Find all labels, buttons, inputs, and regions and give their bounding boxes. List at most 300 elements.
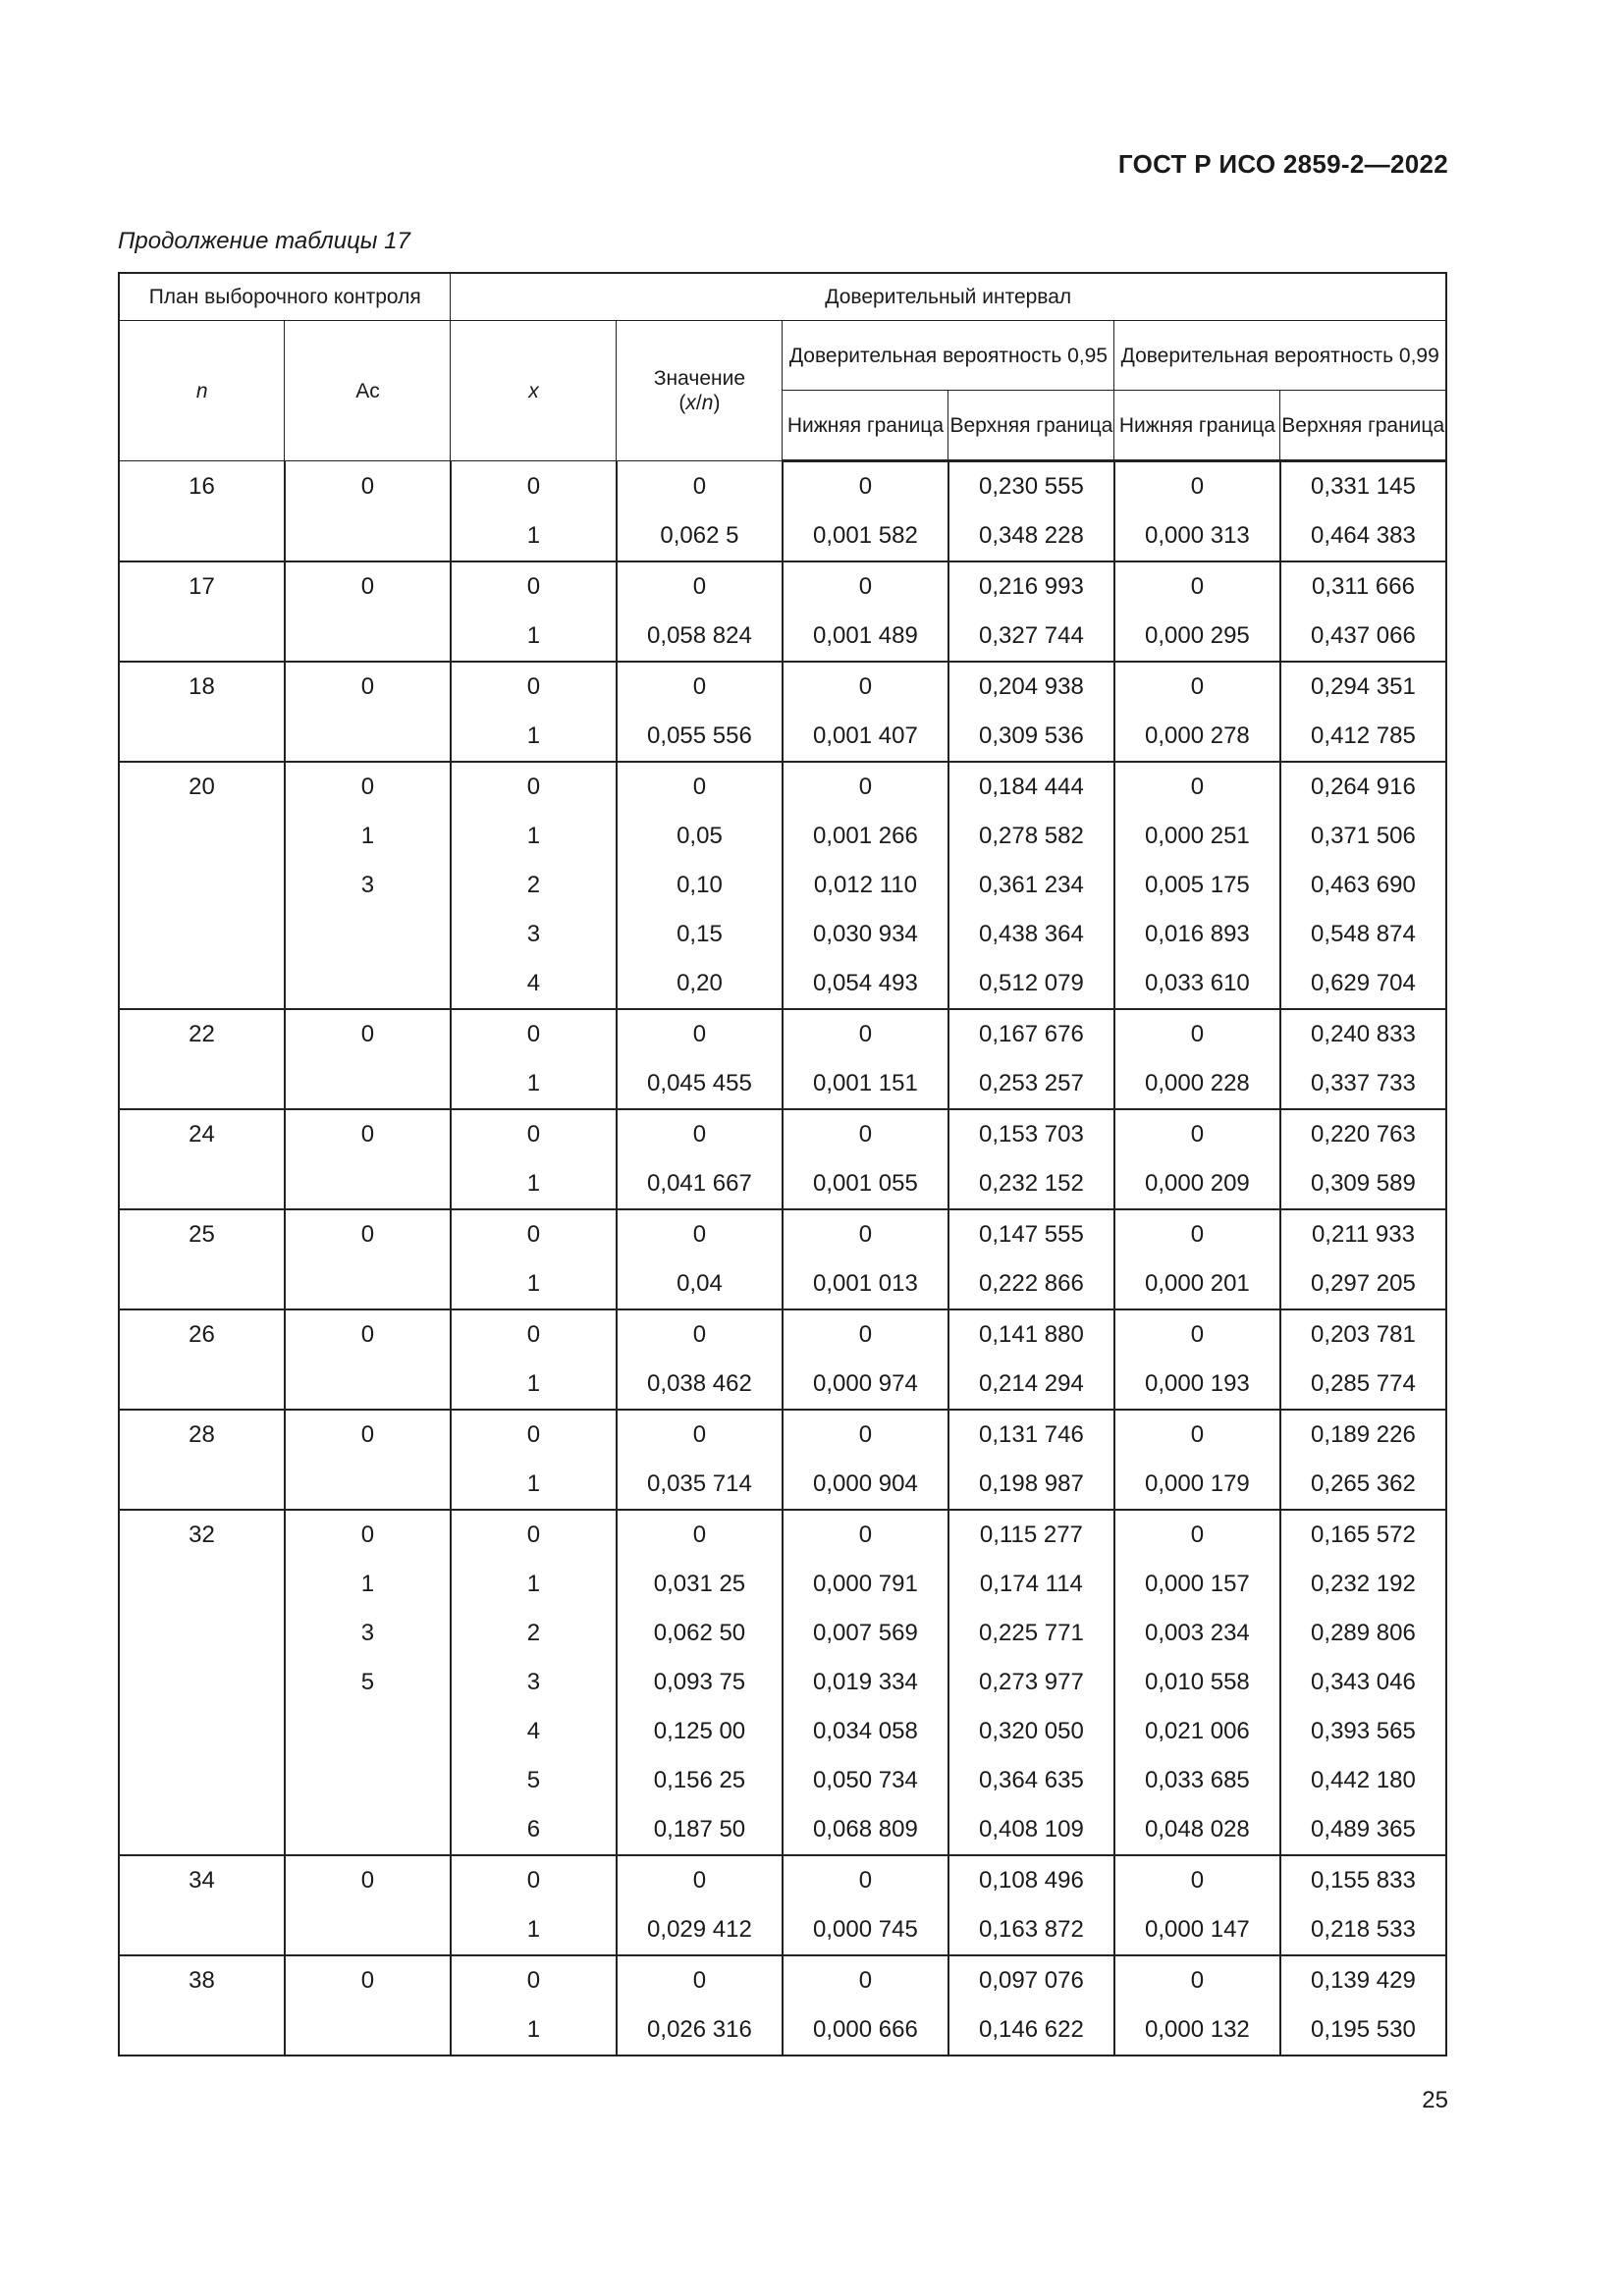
ac-cell: 3 — [285, 1609, 451, 1658]
upper-95-cell: 0,163 872 — [948, 1905, 1114, 1955]
value-cell: 0,20 — [617, 959, 783, 1009]
lower-99-cell: 0,021 006 — [1114, 1707, 1280, 1756]
upper-99-cell: 0,203 781 — [1280, 1309, 1446, 1360]
lower-99-cell: 0 — [1114, 662, 1280, 712]
ac-cell: 0 — [285, 1109, 451, 1159]
lower-99-cell: 0,016 893 — [1114, 910, 1280, 959]
n-cell — [119, 712, 285, 762]
upper-99-cell: 0,289 806 — [1280, 1609, 1446, 1658]
document-standard-header: ГОСТ Р ИСО 2859-2—2022 — [1117, 149, 1448, 179]
upper-99-cell: 0,337 733 — [1280, 1059, 1446, 1109]
table-body — [119, 461, 1446, 2056]
lower-99-cell: 0,010 558 — [1114, 1658, 1280, 1707]
n-cell — [119, 1560, 285, 1609]
upper-99-cell: 0,309 589 — [1280, 1159, 1446, 1209]
value-cell: 0 — [617, 1955, 783, 2005]
x-cell: 5 — [451, 1756, 617, 1805]
upper-95-cell: 0,097 076 — [948, 1955, 1114, 2005]
upper-99-cell: 0,629 704 — [1280, 959, 1446, 1009]
x-cell: 0 — [451, 762, 617, 812]
ac-cell — [285, 959, 451, 1009]
n-cell: 17 — [119, 561, 285, 612]
value-cell: 0,055 556 — [617, 712, 783, 762]
n-cell — [119, 511, 285, 561]
lower-99-cell: 0 — [1114, 461, 1280, 512]
value-cell: 0,038 462 — [617, 1360, 783, 1410]
ac-cell — [285, 1707, 451, 1756]
lower-95-cell: 0 — [783, 561, 948, 612]
ac-cell: 0 — [285, 1009, 451, 1059]
ac-cell: 0 — [285, 1855, 451, 1905]
value-cell: 0,045 455 — [617, 1059, 783, 1109]
x-cell: 0 — [451, 1510, 617, 1560]
value-cell: 0,04 — [617, 1259, 783, 1309]
table-row — [119, 1756, 1446, 1805]
lower-99-cell: 0 — [1114, 1410, 1280, 1460]
value-formula: (x/n) — [678, 392, 721, 414]
x-cell: 6 — [451, 1805, 617, 1855]
upper-99-cell: 0,264 916 — [1280, 762, 1446, 812]
lower-99-cell: 0,003 234 — [1114, 1609, 1280, 1658]
lower-95-cell: 0,001 266 — [783, 812, 948, 861]
n-cell: 16 — [119, 461, 285, 512]
page-number: 25 — [1422, 2087, 1448, 2113]
ac-cell — [285, 2005, 451, 2056]
upper-95-cell: 0,141 880 — [948, 1309, 1114, 1360]
n-cell: 18 — [119, 662, 285, 712]
upper-95-cell: 0,222 866 — [948, 1259, 1114, 1309]
ac-cell: 5 — [285, 1658, 451, 1707]
n-cell: 26 — [119, 1309, 285, 1360]
upper-95-cell: 0,204 938 — [948, 662, 1114, 712]
n-cell: 38 — [119, 1955, 285, 2005]
lower-99-cell: 0,000 313 — [1114, 511, 1280, 561]
upper-95-cell: 0,146 622 — [948, 2005, 1114, 2056]
value-cell: 0 — [617, 762, 783, 812]
n-cell — [119, 861, 285, 910]
x-cell: 0 — [451, 1410, 617, 1460]
upper-99-cell: 0,232 192 — [1280, 1560, 1446, 1609]
value-cell: 0 — [617, 1510, 783, 1560]
lower-99-cell: 0,000 179 — [1114, 1460, 1280, 1510]
upper-95-cell: 0,131 746 — [948, 1410, 1114, 1460]
upper-95-cell: 0,216 993 — [948, 561, 1114, 612]
table-row — [119, 511, 1446, 561]
value-cell: 0,035 714 — [617, 1460, 783, 1510]
lower-95-cell: 0,019 334 — [783, 1658, 948, 1707]
lower-95-cell: 0,000 666 — [783, 2005, 948, 2056]
table-row — [119, 1309, 1446, 1360]
upper-95-cell: 0,273 977 — [948, 1658, 1114, 1707]
table-row — [119, 812, 1446, 861]
table-row — [119, 1658, 1446, 1707]
ac-cell — [285, 1159, 451, 1209]
n-cell — [119, 1805, 285, 1855]
upper-95-cell: 0,153 703 — [948, 1109, 1114, 1159]
ac-cell — [285, 1360, 451, 1410]
x-cell: 0 — [451, 662, 617, 712]
lower-95-cell: 0 — [783, 1955, 948, 2005]
table-row — [119, 1059, 1446, 1109]
lower-99-cell: 0,005 175 — [1114, 861, 1280, 910]
x-cell: 0 — [451, 1209, 617, 1259]
table-row — [119, 1955, 1446, 2005]
table-row — [119, 561, 1446, 612]
upper-99-cell: 0,437 066 — [1280, 612, 1446, 662]
confidence-interval-table — [118, 272, 1447, 2056]
value-cell: 0,05 — [617, 812, 783, 861]
ac-cell — [285, 1259, 451, 1309]
table-row — [119, 2005, 1446, 2056]
table-row — [119, 1009, 1446, 1059]
n-cell — [119, 1159, 285, 1209]
table-row — [119, 1805, 1446, 1855]
lower-95-cell: 0,001 407 — [783, 712, 948, 762]
lower-95-cell: 0,001 151 — [783, 1059, 948, 1109]
lower-99-cell: 0 — [1114, 1855, 1280, 1905]
value-cell: 0,187 50 — [617, 1805, 783, 1855]
n-cell — [119, 1360, 285, 1410]
value-cell: 0 — [617, 1009, 783, 1059]
ac-cell — [285, 1756, 451, 1805]
n-cell — [119, 1756, 285, 1805]
lower-99-cell: 0 — [1114, 1209, 1280, 1259]
table-row — [119, 910, 1446, 959]
table-row — [119, 1159, 1446, 1209]
column-x-header: x — [451, 321, 617, 461]
ac-cell: 0 — [285, 561, 451, 612]
upper-95-cell: 0,320 050 — [948, 1707, 1114, 1756]
lower-95-cell: 0,001 582 — [783, 511, 948, 561]
lower-99-cell: 0,000 295 — [1114, 612, 1280, 662]
lower-99-cell: 0,000 251 — [1114, 812, 1280, 861]
value-cell: 0,026 316 — [617, 2005, 783, 2056]
table-row — [119, 712, 1446, 762]
lower-95-cell: 0,068 809 — [783, 1805, 948, 1855]
upper-99-cell: 0,464 383 — [1280, 511, 1446, 561]
upper-95-cell: 0,278 582 — [948, 812, 1114, 861]
upper-99-cell: 0,211 933 — [1280, 1209, 1446, 1259]
value-cell: 0 — [617, 1309, 783, 1360]
table-row — [119, 1109, 1446, 1159]
x-cell: 1 — [451, 1560, 617, 1609]
confidence-99-header: Доверительная вероятность 0,99 — [1114, 321, 1446, 391]
upper-95-cell: 0,348 228 — [948, 511, 1114, 561]
lower-99-cell: 0 — [1114, 1955, 1280, 2005]
upper-99-cell: 0,548 874 — [1280, 910, 1446, 959]
ac-cell — [285, 511, 451, 561]
table-caption: Продолжение таблицы 17 — [118, 228, 410, 254]
table-row — [119, 1209, 1446, 1259]
value-cell: 0 — [617, 1209, 783, 1259]
x-cell: 0 — [451, 561, 617, 612]
ac-cell: 1 — [285, 812, 451, 861]
lower-95-cell: 0 — [783, 762, 948, 812]
upper-99-cell: 0,220 763 — [1280, 1109, 1446, 1159]
lower-95-cell: 0,001 013 — [783, 1259, 948, 1309]
lower-99-cell: 0,000 157 — [1114, 1560, 1280, 1609]
table-row — [119, 662, 1446, 712]
n-cell — [119, 1905, 285, 1955]
upper-95-cell: 0,232 152 — [948, 1159, 1114, 1209]
lower-95-cell: 0 — [783, 1009, 948, 1059]
ac-cell — [285, 712, 451, 762]
upper-95-cell: 0,225 771 — [948, 1609, 1114, 1658]
lower-95-cell: 0 — [783, 1309, 948, 1360]
value-cell: 0,156 25 — [617, 1756, 783, 1805]
n-cell: 20 — [119, 762, 285, 812]
x-cell: 1 — [451, 2005, 617, 2056]
lower-99-cell: 0,000 278 — [1114, 712, 1280, 762]
upper-99-cell: 0,489 365 — [1280, 1805, 1446, 1855]
table-row — [119, 1855, 1446, 1905]
lower-99-cell: 0 — [1114, 1309, 1280, 1360]
x-cell: 3 — [451, 1658, 617, 1707]
table-row — [119, 612, 1446, 662]
n-cell: 25 — [119, 1209, 285, 1259]
lower-99-cell: 0,000 201 — [1114, 1259, 1280, 1309]
lower-95-cell: 0,000 974 — [783, 1360, 948, 1410]
upper-99-cell: 0,285 774 — [1280, 1360, 1446, 1410]
lower-95-cell: 0,000 745 — [783, 1905, 948, 1955]
x-cell: 1 — [451, 1259, 617, 1309]
value-cell: 0 — [617, 561, 783, 612]
lower-99-cell: 0,048 028 — [1114, 1805, 1280, 1855]
value-cell: 0,10 — [617, 861, 783, 910]
x-cell: 0 — [451, 1009, 617, 1059]
ac-cell: 0 — [285, 1410, 451, 1460]
lower-95-cell: 0 — [783, 1109, 948, 1159]
value-cell: 0 — [617, 1410, 783, 1460]
x-cell: 1 — [451, 511, 617, 561]
confidence-interval-header: Доверительный интервал — [451, 273, 1446, 321]
ac-cell: 0 — [285, 1309, 451, 1360]
n-cell: 32 — [119, 1510, 285, 1560]
upper-99-cell: 0,240 833 — [1280, 1009, 1446, 1059]
x-cell: 4 — [451, 1707, 617, 1756]
n-cell — [119, 1259, 285, 1309]
upper-95-cell: 0,364 635 — [948, 1756, 1114, 1805]
lower-95-cell: 0,034 058 — [783, 1707, 948, 1756]
ac-cell — [285, 612, 451, 662]
table-row — [119, 762, 1446, 812]
ac-cell — [285, 1805, 451, 1855]
lower-99-cell: 0,033 610 — [1114, 959, 1280, 1009]
lower-95-cell: 0,050 734 — [783, 1756, 948, 1805]
lower-95-cell: 0 — [783, 662, 948, 712]
table-row — [119, 1707, 1446, 1756]
upper-99-cell: 0,265 362 — [1280, 1460, 1446, 1510]
table-row — [119, 1560, 1446, 1609]
value-cell: 0,062 5 — [617, 511, 783, 561]
x-cell: 0 — [451, 1955, 617, 2005]
n-cell — [119, 812, 285, 861]
upper-99-cell: 0,371 506 — [1280, 812, 1446, 861]
n-cell — [119, 1658, 285, 1707]
upper-95-cell: 0,198 987 — [948, 1460, 1114, 1510]
lower-95-cell: 0 — [783, 1855, 948, 1905]
ac-cell: 1 — [285, 1560, 451, 1609]
upper-99-cell: 0,155 833 — [1280, 1855, 1446, 1905]
upper-99-cell: 0,311 666 — [1280, 561, 1446, 612]
x-cell: 1 — [451, 1360, 617, 1410]
upper-95-cell: 0,512 079 — [948, 959, 1114, 1009]
ac-cell: 0 — [285, 1955, 451, 2005]
n-cell — [119, 959, 285, 1009]
lower-99-cell: 0 — [1114, 1109, 1280, 1159]
lower-99-cell: 0,000 132 — [1114, 2005, 1280, 2056]
n-cell — [119, 1707, 285, 1756]
upper-99-cell: 0,463 690 — [1280, 861, 1446, 910]
n-cell — [119, 1609, 285, 1658]
lower-99-cell: 0,000 209 — [1114, 1159, 1280, 1209]
ac-cell: 0 — [285, 662, 451, 712]
n-cell — [119, 1059, 285, 1109]
lower-95-cell: 0 — [783, 461, 948, 512]
upper-99-cell: 0,195 530 — [1280, 2005, 1446, 2056]
n-cell — [119, 1460, 285, 1510]
x-cell: 1 — [451, 712, 617, 762]
lower-95-cell: 0,030 934 — [783, 910, 948, 959]
upper-99-cell: 0,297 205 — [1280, 1259, 1446, 1309]
ac-cell: 0 — [285, 1510, 451, 1560]
x-cell: 2 — [451, 1609, 617, 1658]
lower-95-cell: 0,012 110 — [783, 861, 948, 910]
value-cell: 0 — [617, 1109, 783, 1159]
n-cell: 22 — [119, 1009, 285, 1059]
column-value-header — [617, 321, 783, 461]
upper-95-cell: 0,253 257 — [948, 1059, 1114, 1109]
x-cell: 1 — [451, 812, 617, 861]
upper-95-cell: 0,108 496 — [948, 1855, 1114, 1905]
upper-95-cell: 0,309 536 — [948, 712, 1114, 762]
value-cell: 0,125 00 — [617, 1707, 783, 1756]
value-cell: 0 — [617, 662, 783, 712]
value-cell: 0,041 667 — [617, 1159, 783, 1209]
upper-95-cell: 0,230 555 — [948, 461, 1114, 512]
lower-95-cell: 0,007 569 — [783, 1609, 948, 1658]
table-row — [119, 1460, 1446, 1510]
n-cell — [119, 910, 285, 959]
table-row — [119, 1259, 1446, 1309]
ac-cell — [285, 1905, 451, 1955]
upper-99-cell: 0,139 429 — [1280, 1955, 1446, 2005]
value-cell: 0,15 — [617, 910, 783, 959]
x-cell: 1 — [451, 1159, 617, 1209]
ac-cell — [285, 910, 451, 959]
value-cell: 0 — [617, 461, 783, 512]
lower-95-cell: 0 — [783, 1410, 948, 1460]
x-cell: 0 — [451, 1109, 617, 1159]
upper-99-cell: 0,331 145 — [1280, 461, 1446, 512]
upper-95-cell: 0,184 444 — [948, 762, 1114, 812]
upper-95-cell: 0,408 109 — [948, 1805, 1114, 1855]
upper-99-header: Верхняя граница — [1280, 391, 1446, 461]
table-row — [119, 1410, 1446, 1460]
table-row — [119, 1905, 1446, 1955]
upper-99-cell: 0,343 046 — [1280, 1658, 1446, 1707]
x-cell: 3 — [451, 910, 617, 959]
upper-95-cell: 0,115 277 — [948, 1510, 1114, 1560]
lower-99-cell: 0,000 228 — [1114, 1059, 1280, 1109]
upper-95-cell: 0,327 744 — [948, 612, 1114, 662]
upper-99-cell: 0,412 785 — [1280, 712, 1446, 762]
x-cell: 1 — [451, 1460, 617, 1510]
value-cell: 0 — [617, 1855, 783, 1905]
upper-95-cell: 0,174 114 — [948, 1560, 1114, 1609]
lower-95-header: Нижняя граница — [783, 391, 948, 461]
lower-95-cell: 0,001 055 — [783, 1159, 948, 1209]
lower-95-cell: 0,054 493 — [783, 959, 948, 1009]
table-row — [119, 1360, 1446, 1410]
ac-cell — [285, 1059, 451, 1109]
value-cell: 0,062 50 — [617, 1609, 783, 1658]
x-cell: 4 — [451, 959, 617, 1009]
lower-99-cell: 0,000 147 — [1114, 1905, 1280, 1955]
table-row — [119, 861, 1446, 910]
upper-95-cell: 0,167 676 — [948, 1009, 1114, 1059]
table-row — [119, 959, 1446, 1009]
value-cell: 0,058 824 — [617, 612, 783, 662]
confidence-95-header: Доверительная вероятность 0,95 — [783, 321, 1114, 391]
lower-95-cell: 0,001 489 — [783, 612, 948, 662]
x-cell: 0 — [451, 461, 617, 512]
x-cell: 1 — [451, 1059, 617, 1109]
lower-95-cell: 0,000 791 — [783, 1560, 948, 1609]
upper-99-cell: 0,442 180 — [1280, 1756, 1446, 1805]
n-cell: 34 — [119, 1855, 285, 1905]
upper-99-cell: 0,294 351 — [1280, 662, 1446, 712]
ac-cell: 0 — [285, 1209, 451, 1259]
ac-cell: 3 — [285, 861, 451, 910]
x-cell: 0 — [451, 1855, 617, 1905]
upper-99-cell: 0,165 572 — [1280, 1510, 1446, 1560]
table-row — [119, 461, 1446, 512]
upper-95-header: Верхняя граница — [948, 391, 1114, 461]
lower-99-cell: 0 — [1114, 762, 1280, 812]
upper-99-cell: 0,393 565 — [1280, 1707, 1446, 1756]
x-cell: 0 — [451, 1309, 617, 1360]
upper-95-cell: 0,214 294 — [948, 1360, 1114, 1410]
table-row — [119, 1510, 1446, 1560]
n-cell — [119, 612, 285, 662]
lower-99-cell: 0 — [1114, 1009, 1280, 1059]
lower-99-cell: 0 — [1114, 561, 1280, 612]
table-row — [119, 1609, 1446, 1658]
x-cell: 1 — [451, 1905, 617, 1955]
lower-99-cell: 0 — [1114, 1510, 1280, 1560]
value-cell: 0,093 75 — [617, 1658, 783, 1707]
column-ac-header: Ac — [285, 321, 451, 461]
ac-cell — [285, 1460, 451, 1510]
value-cell: 0,029 412 — [617, 1905, 783, 1955]
ac-cell: 0 — [285, 762, 451, 812]
n-cell — [119, 2005, 285, 2056]
upper-95-cell: 0,147 555 — [948, 1209, 1114, 1259]
lower-95-cell: 0 — [783, 1209, 948, 1259]
n-cell: 28 — [119, 1410, 285, 1460]
value-cell: 0,031 25 — [617, 1560, 783, 1609]
n-cell: 24 — [119, 1109, 285, 1159]
upper-99-cell: 0,218 533 — [1280, 1905, 1446, 1955]
lower-99-cell: 0,000 193 — [1114, 1360, 1280, 1410]
lower-99-cell: 0,033 685 — [1114, 1756, 1280, 1805]
sampling-plan-header: План выборочного контроля — [119, 273, 451, 321]
x-cell: 2 — [451, 861, 617, 910]
upper-99-cell: 0,189 226 — [1280, 1410, 1446, 1460]
upper-95-cell: 0,438 364 — [948, 910, 1114, 959]
lower-95-cell: 0,000 904 — [783, 1460, 948, 1510]
